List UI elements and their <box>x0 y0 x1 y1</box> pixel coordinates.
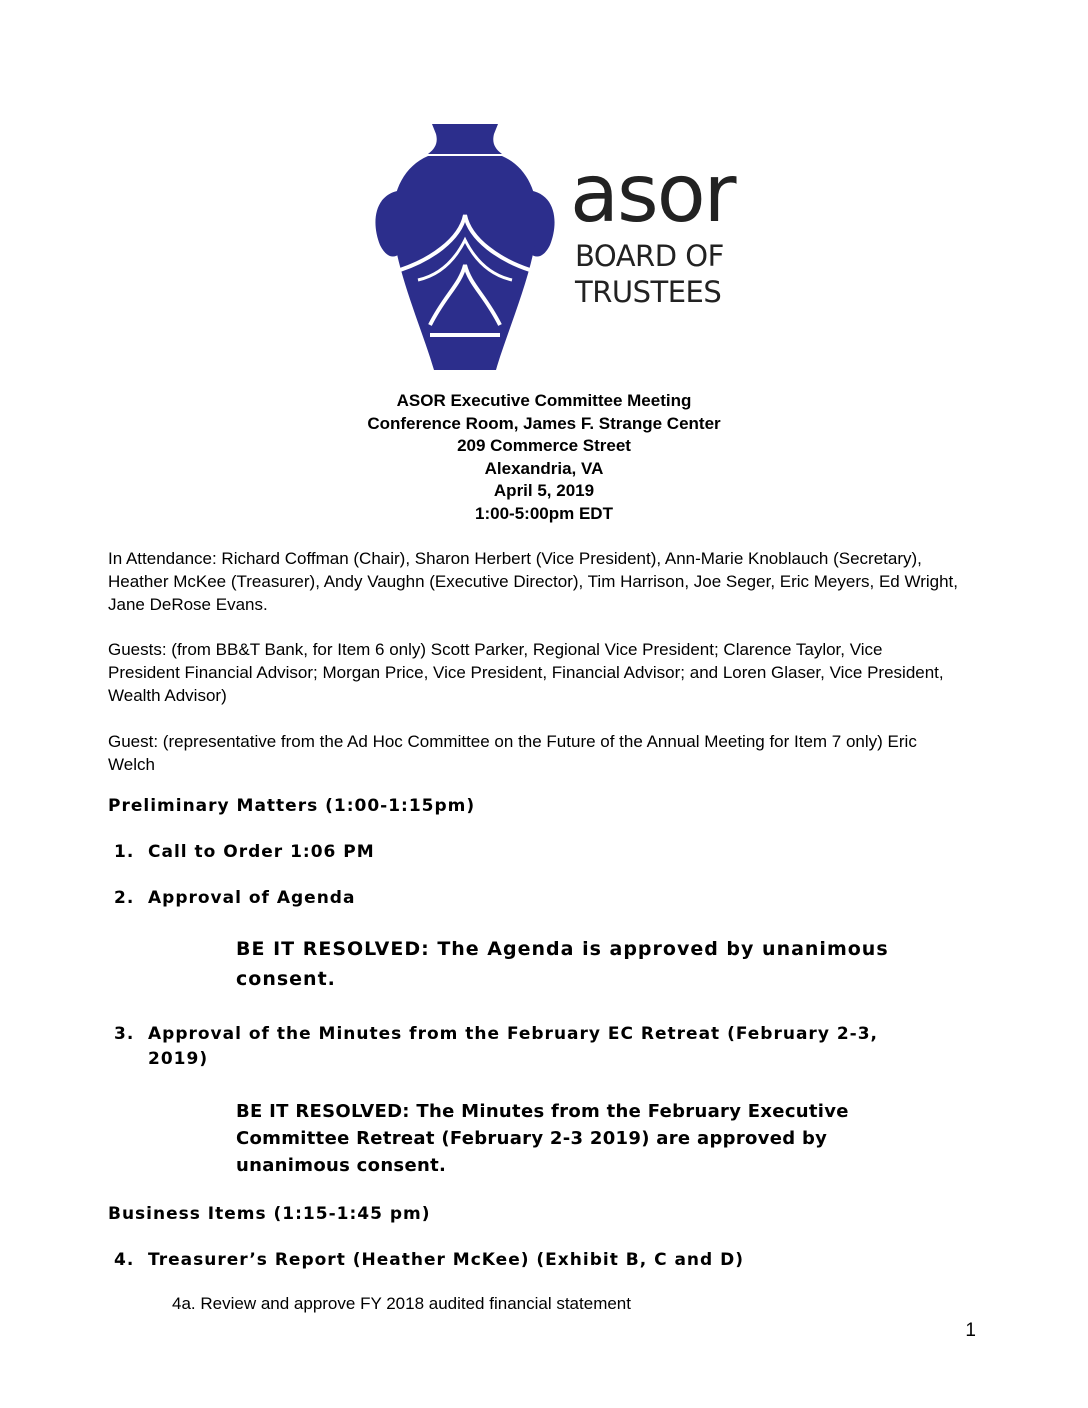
section-heading-business: Business Items (1:15-1:45 pm) <box>108 1204 431 1224</box>
resolution-line: Committee Retreat (February 2-3 2019) are approved by <box>236 1128 828 1149</box>
item-text: Call to Order 1:06 PM <box>148 842 375 862</box>
meeting-city: Alexandria, VA <box>484 458 604 478</box>
resolution-line: consent. <box>236 968 336 990</box>
item-number: 2. <box>114 888 135 908</box>
item-text-cont: 2019) <box>148 1049 209 1069</box>
resolution-line: BE IT RESOLVED: The Agenda is approved by unanimous <box>236 938 889 960</box>
sub-item-4a: 4a. Review and approve FY 2018 audited financial statement <box>172 1294 631 1313</box>
meeting-room: Conference Room, James F. Strange Center <box>367 413 721 433</box>
guest-paragraph: Guest: (representative from the Ad Hoc Committee on the Future of the Annual Meeting for Item 7 only) Eric Welch <box>108 732 917 774</box>
meeting-date: April 5, 2019 <box>493 481 595 500</box>
meeting-title: ASOR Executive Committee Meeting <box>396 391 692 410</box>
meeting-header <box>0 390 1088 525</box>
logo-line-2: TRUSTEES <box>575 275 722 309</box>
meeting-street: 209 Commerce Street <box>457 436 631 455</box>
amphora-icon <box>370 120 560 375</box>
meeting-time: 1:00-5:00pm EDT <box>475 503 613 523</box>
attendance-paragraph: In Attendance: Richard Coffman (Chair), Sharon Herbert (Vice President), Ann-Marie Knoblauch (Secretary), Heather McKee (Treasurer), Andy Vaughn (Executive Director), Tim Harrison, Joe Seger, Eric Meyers, Ed Wright, Jane DeRose Evans. <box>108 549 958 614</box>
section-heading-preliminary: Preliminary Matters (1:00-1:15pm) <box>108 796 476 816</box>
item-text: Approval of Agenda <box>148 888 356 908</box>
logo-line-1: BOARD OF <box>575 239 724 273</box>
asor-logo <box>370 120 780 375</box>
item-text: Treasurer’s Report (Heather McKee) (Exhibit B, C and D) <box>148 1250 745 1270</box>
guests-paragraph: Guests: (from BB&T Bank, for Item 6 only) Scott Parker, Regional Vice President; Clarence Taylor, Vice President Financial Advisor; Morgan Price, Vice President, Financial Advisor; and Loren Glaser, Vice President, Wealth Advisor) <box>108 640 944 705</box>
item-number: 3. <box>114 1024 135 1044</box>
resolution-agenda <box>236 934 889 994</box>
logo-wordmark: asor <box>570 147 735 240</box>
resolution-line: unanimous consent. <box>236 1155 447 1176</box>
item-number: 4. <box>114 1250 135 1270</box>
resolution-line: BE IT RESOLVED: The Minutes from the February Executive <box>236 1101 849 1122</box>
page-number: 1 <box>965 1320 976 1341</box>
resolution-minutes <box>236 1098 849 1179</box>
item-text: Approval of the Minutes from the February EC Retreat (February 2-3, <box>148 1024 878 1044</box>
item-number: 1. <box>114 842 135 862</box>
